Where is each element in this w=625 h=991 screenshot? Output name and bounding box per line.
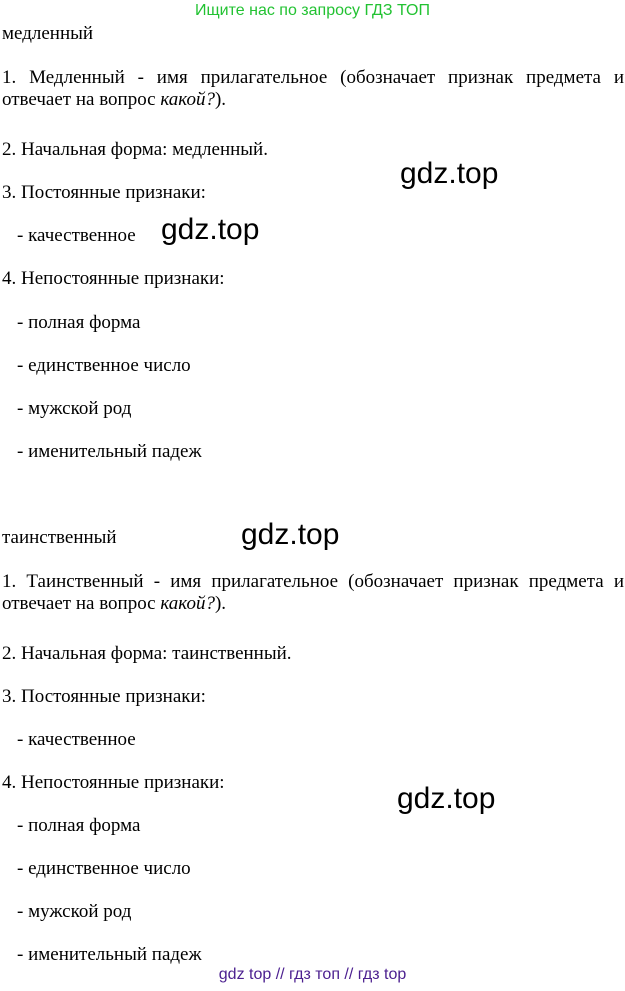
word1-nonconstant-item: - единственное число <box>17 355 191 376</box>
word1-nonconstant-item: - полная форма <box>17 312 141 333</box>
word1-definition-end: ). <box>214 89 227 110</box>
word1-nonconstant-item: - мужской род <box>17 398 132 419</box>
word2-initial-form: 2. Начальная форма: таинственный. <box>2 643 292 664</box>
word2-definition <box>2 571 624 615</box>
word2-heading: таинственный <box>2 527 117 548</box>
word2-definition-end: ). <box>214 593 227 614</box>
word2-nonconstant-item: - полная форма <box>17 815 141 836</box>
watermark: gdz.top <box>400 157 499 190</box>
watermark: gdz.top <box>161 213 260 246</box>
word1-definition-text: 1. Медленный - имя прилагательное (обозначает признак предмета и отвечает на вопрос <box>2 67 624 110</box>
top-banner: Ищите нас по запросу ГДЗ ТОП <box>195 2 430 19</box>
word2-nonconstant-item: - мужской род <box>17 901 132 922</box>
word1-constant-heading: 3. Постоянные признаки: <box>2 182 206 203</box>
word1-constant-item: - качественное <box>17 225 136 246</box>
word2-definition-text: 1. Таинственный - имя прилагательное (обозначает признак предмета и отвечает на вопрос <box>2 571 624 614</box>
watermark: gdz.top <box>241 518 340 551</box>
word2-nonconstant-item: - именительный падеж <box>17 944 202 965</box>
word1-nonconstant-heading: 4. Непостоянные признаки: <box>2 268 225 289</box>
word1-question: какой? <box>160 89 215 110</box>
word1-nonconstant-item: - именительный падеж <box>17 441 202 462</box>
word2-constant-item: - качественное <box>17 729 136 750</box>
word2-question: какой? <box>160 593 215 614</box>
watermark: gdz.top <box>397 782 496 815</box>
word1-initial-form: 2. Начальная форма: медленный. <box>2 139 268 160</box>
footer-links: gdz top // гдз топ // гдз top <box>218 966 407 983</box>
word2-nonconstant-heading: 4. Непостоянные признаки: <box>2 772 225 793</box>
word1-heading: медленный <box>2 23 94 44</box>
word2-constant-heading: 3. Постоянные признаки: <box>2 686 206 707</box>
word2-nonconstant-item: - единственное число <box>17 858 191 879</box>
word1-definition <box>2 67 624 111</box>
